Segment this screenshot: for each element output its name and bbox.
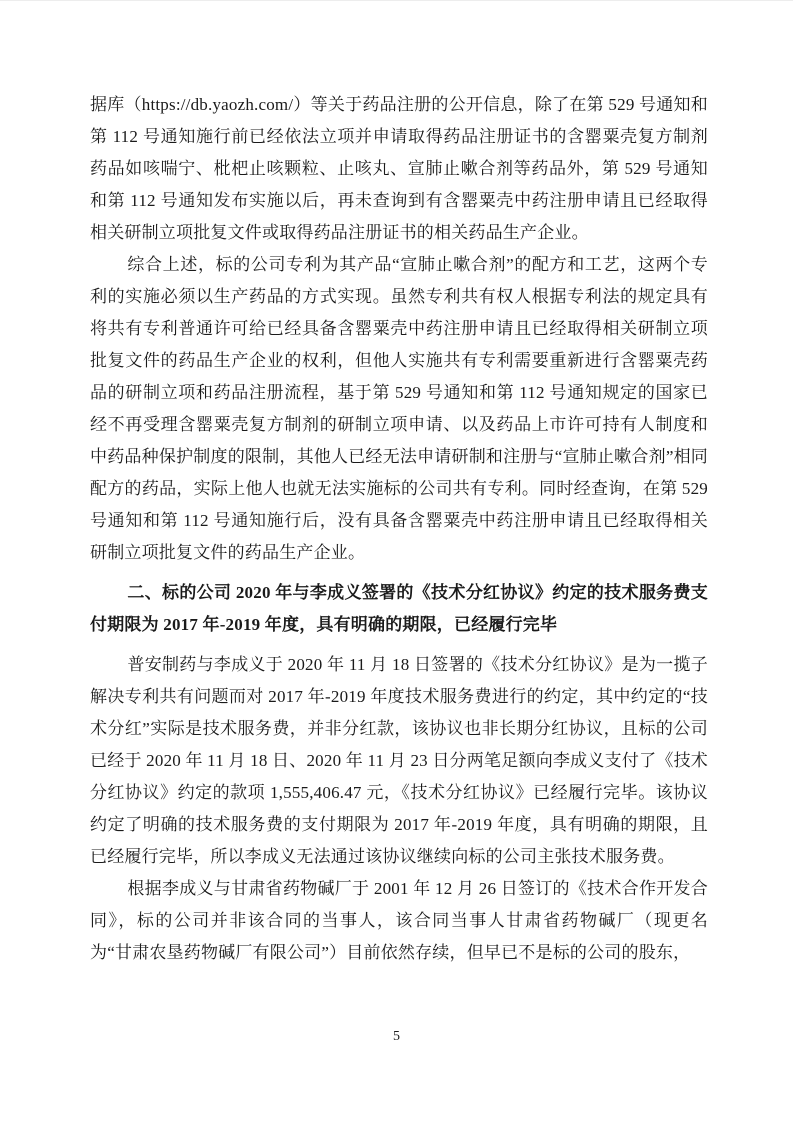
paragraph-dividend-agreement-fulfillment: 普安制药与李成义于 2020 年 11 月 18 日签署的《技术分红协议》是为一揽子解决专利共有问题而对 2017 年-2019 年度技术服务费进行的约定，其中约定的“技术分红”实际是技术服务费，并非分红款，该协议也非长期分红协议，且标的公司已经于 2020 年 11 月 18 日、2020 年 11 月 23 日分两笔足额向李成义支付了《技术分红协议》约定的款项 1,555,406.47 元，《技术分红协议》已经履行完毕。该协议约定了明确的技术服务费的支付期限为 2017 年-2019 年度，具有明确的期限，且已经履行完毕，所以李成义无法通过该协议继续向标的公司主张技术服务费。: [90, 655, 708, 866]
paragraph-drug-registration-database: 据库（https://db.yaozh.com/）等关于药品注册的公开信息，除了在第 529 号通知和第 112 号通知施行前已经依法立项并申请取得药品注册证书的含罂粟壳复方制剂药品如咳喘宁、枇杷止咳颗粒、止咳丸、宣肺止嗽合剂等药品外，第 529 号通知和第 112 号通知发布实施以后，再未查询到有含罂粟壳中药注册申请且已经取得相关研制立项批复文件或取得药品注册证书的相关药品生产企业。: [90, 95, 708, 242]
paragraph-technical-cooperation-contract: 根据李成义与甘肃省药物碱厂于 2001 年 12 月 26 日签订的《技术合作开发合同》，标的公司并非该合同的当事人，该合同当事人甘肃省药物碱厂（现更名为“甘肃农垦药物碱厂有限公司”）目前依然存续，但早已不是标的公司的股东，: [90, 879, 708, 962]
section-heading-technical-dividend-agreement: 二、标的公司 2020 年与李成义签署的《技术分红协议》约定的技术服务费支付期限为 2017 年-2019 年度，具有明确的期限，已经履行完毕: [90, 583, 708, 634]
page-number: 5: [393, 1029, 400, 1044]
document-content: [90, 89, 708, 969]
paragraph-patent-implementation-conclusion: 综合上述，标的公司专利为其产品“宣肺止嗽合剂”的配方和工艺，这两个专利的实施必须以生产药品的方式实现。虽然专利共有权人根据专利法的规定具有将共有专利普通许可给已经具备含罂粟壳中药注册申请且已经取得相关研制立项批复文件的药品生产企业的权利，但他人实施共有专利需要重新进行含罂粟壳药品的研制立项和药品注册流程，基于第 529 号通知和第 112 号通知规定的国家已经不再受理含罂粟壳复方制剂的研制立项申请、以及药品上市许可持有人制度和中药品种保护制度的限制，其他人已经无法申请研制和注册与“宣肺止嗽合剂”相同配方的药品，实际上他人也就无法实施标的公司共有专利。同时经查询，在第 529 号通知和第 112 号通知施行后，没有具备含罂粟壳中药注册申请且已经取得相关研制立项批复文件的药品生产企业。: [90, 255, 708, 562]
